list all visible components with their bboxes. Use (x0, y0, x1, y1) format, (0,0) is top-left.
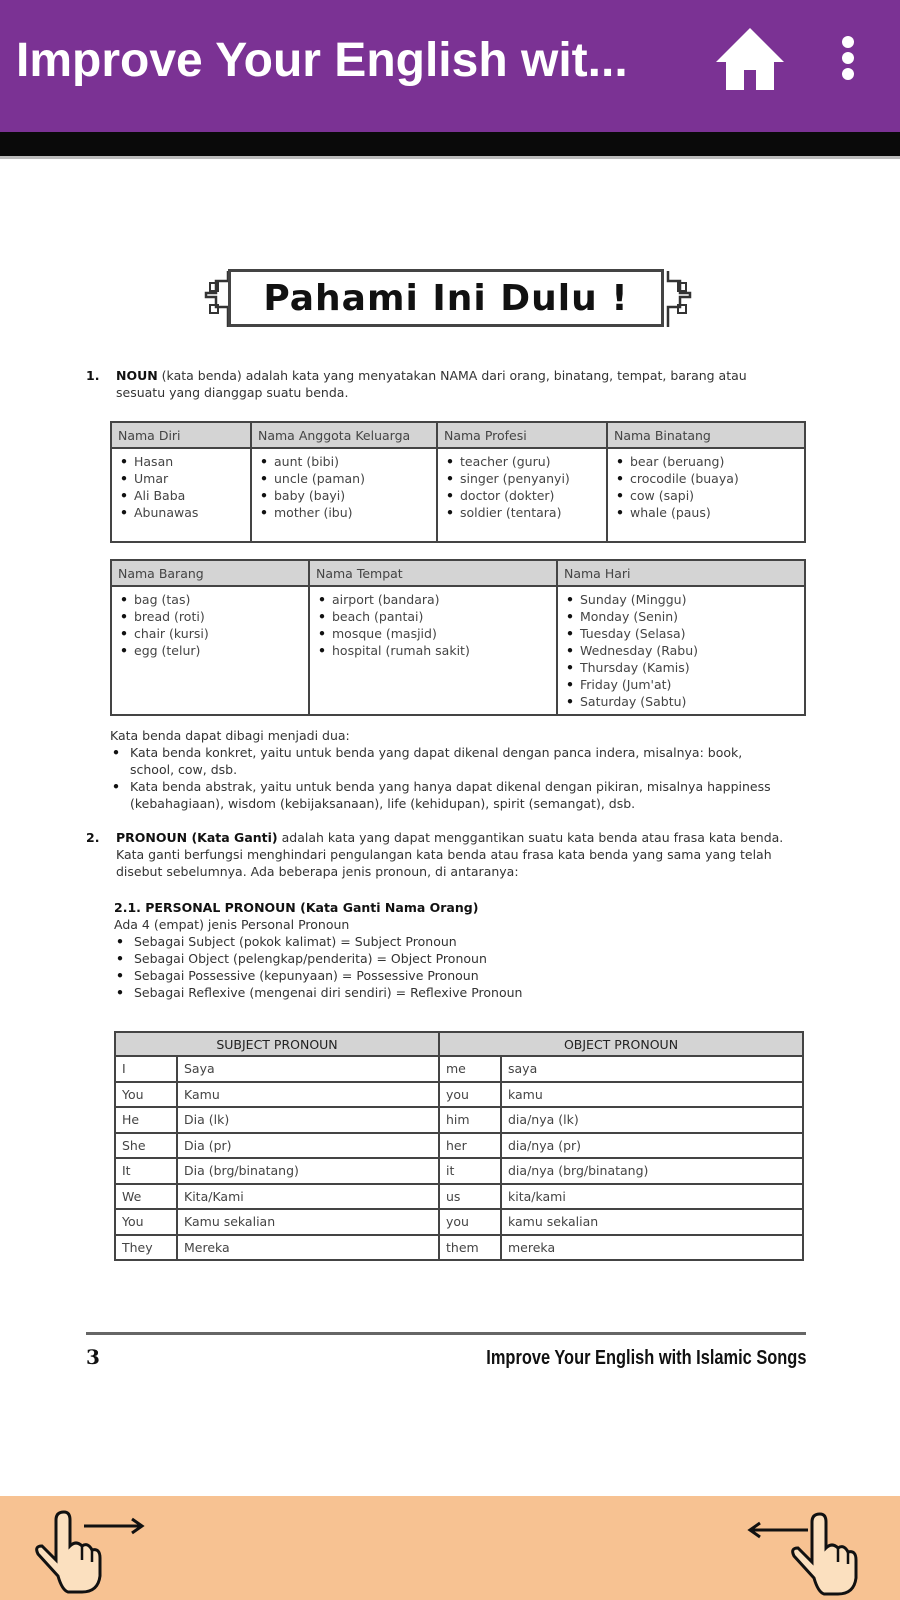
table-header: Nama Hari (557, 560, 805, 586)
list-item: • egg (telur) (118, 642, 302, 659)
table-cell: Dia (lk) (177, 1107, 439, 1133)
swipe-right-hand-icon (24, 1506, 154, 1596)
table-cell: kamu sekalian (501, 1209, 803, 1235)
table-cell: you (439, 1209, 501, 1235)
table-cell (111, 586, 309, 715)
section-noun (86, 367, 796, 401)
list-item: • Sebagai Object (pelengkap/penderita) = Object Pronoun (114, 950, 794, 967)
page-number: 3 (86, 1345, 100, 1369)
bottom-nav-bar (0, 1496, 900, 1600)
next-page-button[interactable] (740, 1506, 870, 1596)
table-cell: We (115, 1184, 177, 1210)
section-number: 1. (86, 368, 100, 383)
table-cell: He (115, 1107, 177, 1133)
table-cell (607, 448, 805, 542)
list-item: • bear (beruang) (614, 453, 798, 470)
table-header: SUBJECT PRONOUN (115, 1032, 439, 1056)
list-item: • cow (sapi) (614, 487, 798, 504)
table-cell: Kita/Kami (177, 1184, 439, 1210)
table-cell: it (439, 1158, 501, 1184)
table-row (115, 1209, 803, 1235)
noun-table-2 (110, 559, 806, 716)
swipe-left-hand-icon (740, 1506, 870, 1596)
table-header: Nama Barang (111, 560, 309, 586)
table-row (115, 1133, 803, 1159)
list-item: • bag (tas) (118, 591, 302, 608)
list-item: • Umar (118, 470, 244, 487)
table-header: Nama Profesi (437, 422, 607, 448)
section-number: 2. (86, 830, 100, 845)
list-item: • whale (paus) (614, 504, 798, 521)
list-item: • mosque (masjid) (316, 625, 550, 642)
table-row (115, 1184, 803, 1210)
table-cell: Saya (177, 1056, 439, 1082)
table-cell: She (115, 1133, 177, 1159)
table-cell: Kamu sekalian (177, 1209, 439, 1235)
list-item: • Tuesday (Selasa) (564, 625, 798, 642)
book-title: Improve Your English with Islamic Songs (485, 1347, 806, 1369)
table-cell: You (115, 1082, 177, 1108)
app-bar (0, 0, 900, 132)
section-term: NOUN (116, 368, 158, 383)
table-cell: You (115, 1209, 177, 1235)
pronoun-table (114, 1031, 804, 1261)
more-vert-icon (840, 30, 880, 90)
previous-page-button[interactable] (24, 1506, 154, 1596)
table-row (115, 1056, 803, 1082)
paragraph: Kata benda dapat dibagi menjadi dua: (110, 728, 350, 743)
app-title: Improve Your English wit... (16, 34, 628, 87)
table-cell: They (115, 1235, 177, 1261)
table-cell: kita/kami (501, 1184, 803, 1210)
noun-table-1 (110, 421, 806, 543)
list-item: • Thursday (Kamis) (564, 659, 798, 676)
table-cell (557, 586, 805, 715)
table-cell: Kamu (177, 1082, 439, 1108)
table-cell (437, 448, 607, 542)
table-header: Nama Binatang (607, 422, 805, 448)
subsection-personal-pronoun (114, 899, 794, 1001)
table-cell (111, 448, 251, 542)
section-term: PRONOUN (Kata Ganti) (116, 830, 278, 845)
ornament-right-icon (664, 267, 694, 331)
list-item: • Wednesday (Rabu) (564, 642, 798, 659)
table-cell: you (439, 1082, 501, 1108)
table-header: Nama Diri (111, 422, 251, 448)
list-item: • Monday (Senin) (564, 608, 798, 625)
table-cell (251, 448, 437, 542)
section-pronoun (86, 829, 796, 880)
list-item: • uncle (paman) (258, 470, 430, 487)
list-item: • Friday (Jum'at) (564, 676, 798, 693)
appbar-shadow (0, 132, 900, 156)
table-row (115, 1158, 803, 1184)
list-item: • mother (ibu) (258, 504, 430, 521)
table-header: Nama Anggota Keluarga (251, 422, 437, 448)
list-item: • hospital (rumah sakit) (316, 642, 550, 659)
footer-divider (86, 1332, 806, 1335)
section-text: (kata benda) adalah kata yang menyatakan NAMA dari orang, binatang, tempat, barang atau sesuatu yang dianggap suatu benda. (116, 368, 747, 400)
list-item: • Sebagai Subject (pokok kalimat) = Subject Pronoun (114, 933, 794, 950)
list-item: • chair (kursi) (118, 625, 302, 642)
heading-frame (228, 269, 664, 327)
table-header: OBJECT PRONOUN (439, 1032, 803, 1056)
list-item: • Hasan (118, 453, 244, 470)
table-cell: them (439, 1235, 501, 1261)
subsection-title: 2.1. PERSONAL PRONOUN (Kata Ganti Nama Orang) (114, 900, 479, 915)
list-item: • Sebagai Possessive (kepunyaan) = Possessive Pronoun (114, 967, 794, 984)
paragraph: Ada 4 (empat) jenis Personal Pronoun (114, 917, 350, 932)
home-button[interactable] (712, 24, 788, 96)
list-item: • soldier (tentara) (444, 504, 600, 521)
list-item: • Kata benda abstrak, yaitu untuk benda yang hanya dapat dikenal dengan pikiran, misalnya happiness (kebahagiaan), wisdom (kebijaksanaan), life (kehidupan), spirit (semangat), dsb. (110, 778, 790, 812)
table-cell: dia/nya (lk) (501, 1107, 803, 1133)
list-item: • Sunday (Minggu) (564, 591, 798, 608)
page-heading: Pahami Ini Dulu ! (263, 277, 629, 319)
document-page[interactable] (0, 159, 900, 1495)
table-cell: dia/nya (brg/binatang) (501, 1158, 803, 1184)
list-item: • doctor (dokter) (444, 487, 600, 504)
table-row (115, 1082, 803, 1108)
list-item: • singer (penyanyi) (444, 470, 600, 487)
list-item: • crocodile (buaya) (614, 470, 798, 487)
table-cell: us (439, 1184, 501, 1210)
table-cell: It (115, 1158, 177, 1184)
table-row (115, 1235, 803, 1261)
list-item: • Sebagai Reflexive (mengenai diri sendiri) = Reflexive Pronoun (114, 984, 794, 1001)
list-item: • airport (bandara) (316, 591, 550, 608)
noun-division (110, 727, 790, 812)
table-row (115, 1107, 803, 1133)
list-item: • Ali Baba (118, 487, 244, 504)
table-cell: I (115, 1056, 177, 1082)
list-item: • teacher (guru) (444, 453, 600, 470)
table-cell: mereka (501, 1235, 803, 1261)
list-item: • beach (pantai) (316, 608, 550, 625)
list-item: • Saturday (Sabtu) (564, 693, 798, 710)
table-cell: saya (501, 1056, 803, 1082)
home-icon (712, 24, 788, 96)
list-item: • bread (roti) (118, 608, 302, 625)
table-cell: me (439, 1056, 501, 1082)
table-cell: him (439, 1107, 501, 1133)
list-item: • aunt (bibi) (258, 453, 430, 470)
table-cell: Mereka (177, 1235, 439, 1261)
table-cell: Dia (pr) (177, 1133, 439, 1159)
overflow-menu-button[interactable] (840, 30, 880, 90)
table-header: Nama Tempat (309, 560, 557, 586)
list-item: • baby (bayi) (258, 487, 430, 504)
section-text: adalah kata yang dapat menggantikan suatu kata benda atau frasa kata benda. Kata ganti berfungsi menghindari pengulangan kata benda atau frasa kata benda yang sama yang telah disebut sebelumnya. Ada beberapa jenis pronoun, di antaranya: (116, 830, 784, 879)
list-item: • Abunawas (118, 504, 244, 521)
table-cell: kamu (501, 1082, 803, 1108)
list-item: • Kata benda konkret, yaitu untuk benda yang dapat dikenal dengan panca indera, misalnya: book, school, cow, dsb. (110, 744, 790, 778)
table-cell (309, 586, 557, 715)
table-cell: dia/nya (pr) (501, 1133, 803, 1159)
table-cell: her (439, 1133, 501, 1159)
table-cell: Dia (brg/binatang) (177, 1158, 439, 1184)
